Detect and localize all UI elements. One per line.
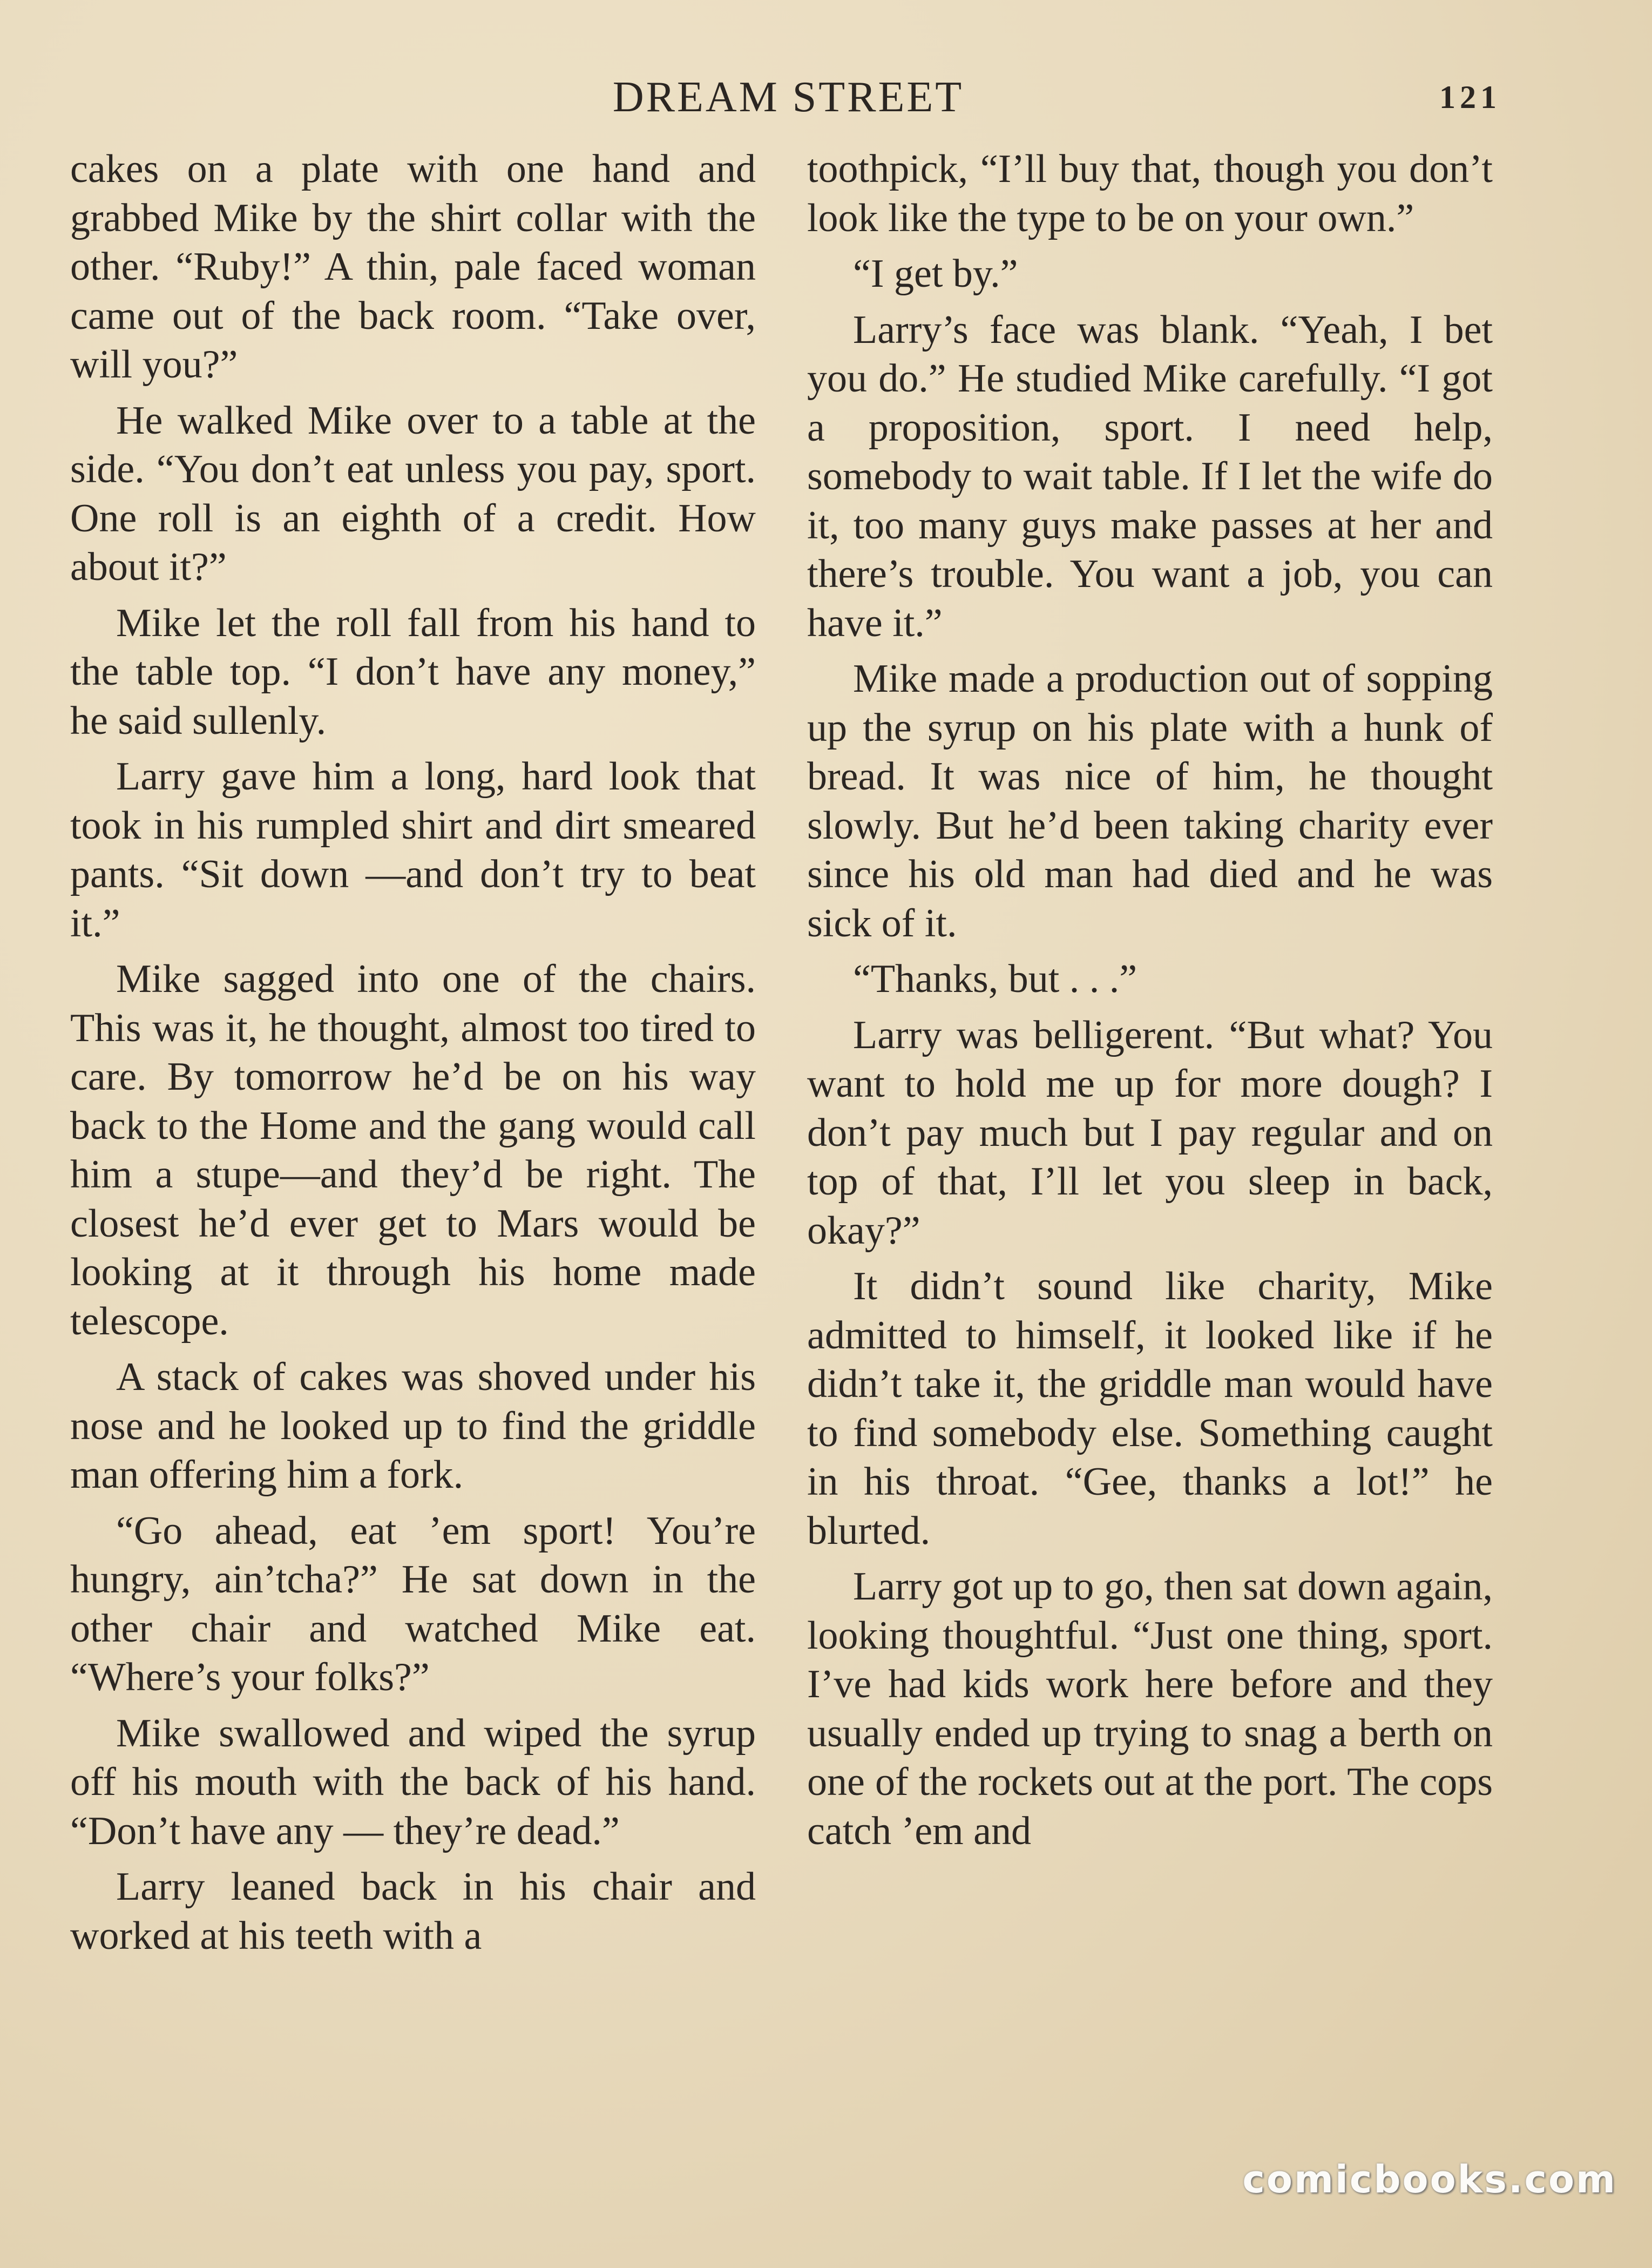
paragraph: cakes on a plate with one hand and grabbed Mike by the shirt collar with the other. “Ruby!” A thin, pale faced woman came out of the back room. “Take over, will you?” bbox=[70, 147, 756, 387]
paragraph: Larry’s face was blank. “Yeah, I bet you do.” He studied Mike carefully. “I got a proposition, sport. I need help, somebody to wait table. If I let the wife do it, too many guys make passes at her and there’s trouble. You want a job, you can have it.” bbox=[807, 307, 1493, 645]
watermark-text: comicbooks.com bbox=[1242, 2157, 1617, 2202]
paragraph: Larry leaned back in his chair and worked at his teeth with a bbox=[70, 1865, 756, 1958]
paragraph: “Go ahead, eat ’em sport! You’re hungry, ain’tcha?” He sat down in the other chair and watched Mike eat. “Where’s your folks?” bbox=[70, 1508, 756, 1699]
paragraph: Mike swallowed and wiped the syrup off his mouth with the back of his hand. “Don’t have any — they’re dead.” bbox=[70, 1711, 756, 1853]
paragraph: It didn’t sound like charity, Mike admitted to himself, it looked like if he didn’t take it, the griddle man would have to find somebody else. Something caught in his throat. “Gee, thanks a lot!” he blurted. bbox=[807, 1264, 1493, 1553]
left-text-column bbox=[70, 145, 756, 2116]
running-header bbox=[0, 68, 1652, 127]
paragraph: Larry got up to go, then sat down again, looking thoughtful. “Just one thing, sport. I’ve had kids work here before and they usually ended up trying to snag a berth on one of the rockets out at the port. The cops catch ’em and bbox=[807, 1564, 1493, 1853]
paragraph: Mike sagged into one of the chairs. This was it, he thought, almost too tired to care. By tomorrow he’d be on his way back to the Home and the gang would call him a stupe—and they’d be right. The closest he’d ever get to Mars would be looking at it through his home made telescope. bbox=[70, 957, 756, 1344]
paragraph: Larry was belligerent. “But what? You want to hold me up for more dough? I don’t pay much but I pay regular and on top of that, I’ll let you sleep in back, okay?” bbox=[807, 1013, 1493, 1253]
paragraph: “Thanks, but . . .” bbox=[853, 957, 1138, 1001]
running-title: DREAM STREET bbox=[612, 73, 964, 121]
paragraph: Larry gave him a long, hard look that took in his rumpled shirt and dirt smeared pants. “Sit down —and don’t try to beat it.” bbox=[70, 754, 756, 946]
paragraph: He walked Mike over to a table at the side. “You don’t eat unless you pay, sport. One roll is an eighth of a credit. How about it?” bbox=[70, 398, 756, 589]
right-text-column bbox=[807, 145, 1493, 2116]
paragraph: toothpick, “I’ll buy that, though you don’t look like the type to be on your own.” bbox=[807, 147, 1493, 240]
page-number: 121 bbox=[1439, 79, 1501, 115]
paragraph: Mike let the roll fall from his hand to the table top. “I don’t have any money,” he said sullenly. bbox=[70, 600, 756, 743]
paragraph: A stack of cakes was shoved under his nose and he looked up to find the griddle man offering him a fork. bbox=[70, 1355, 756, 1497]
paragraph: Mike made a production out of sopping up the syrup on his plate with a hunk of bread. It was nice of him, he thought slowly. But he’d been taking charity ever since his old man had died and he was sick of it. bbox=[807, 657, 1493, 946]
paragraph: “I get by.” bbox=[853, 252, 1018, 296]
